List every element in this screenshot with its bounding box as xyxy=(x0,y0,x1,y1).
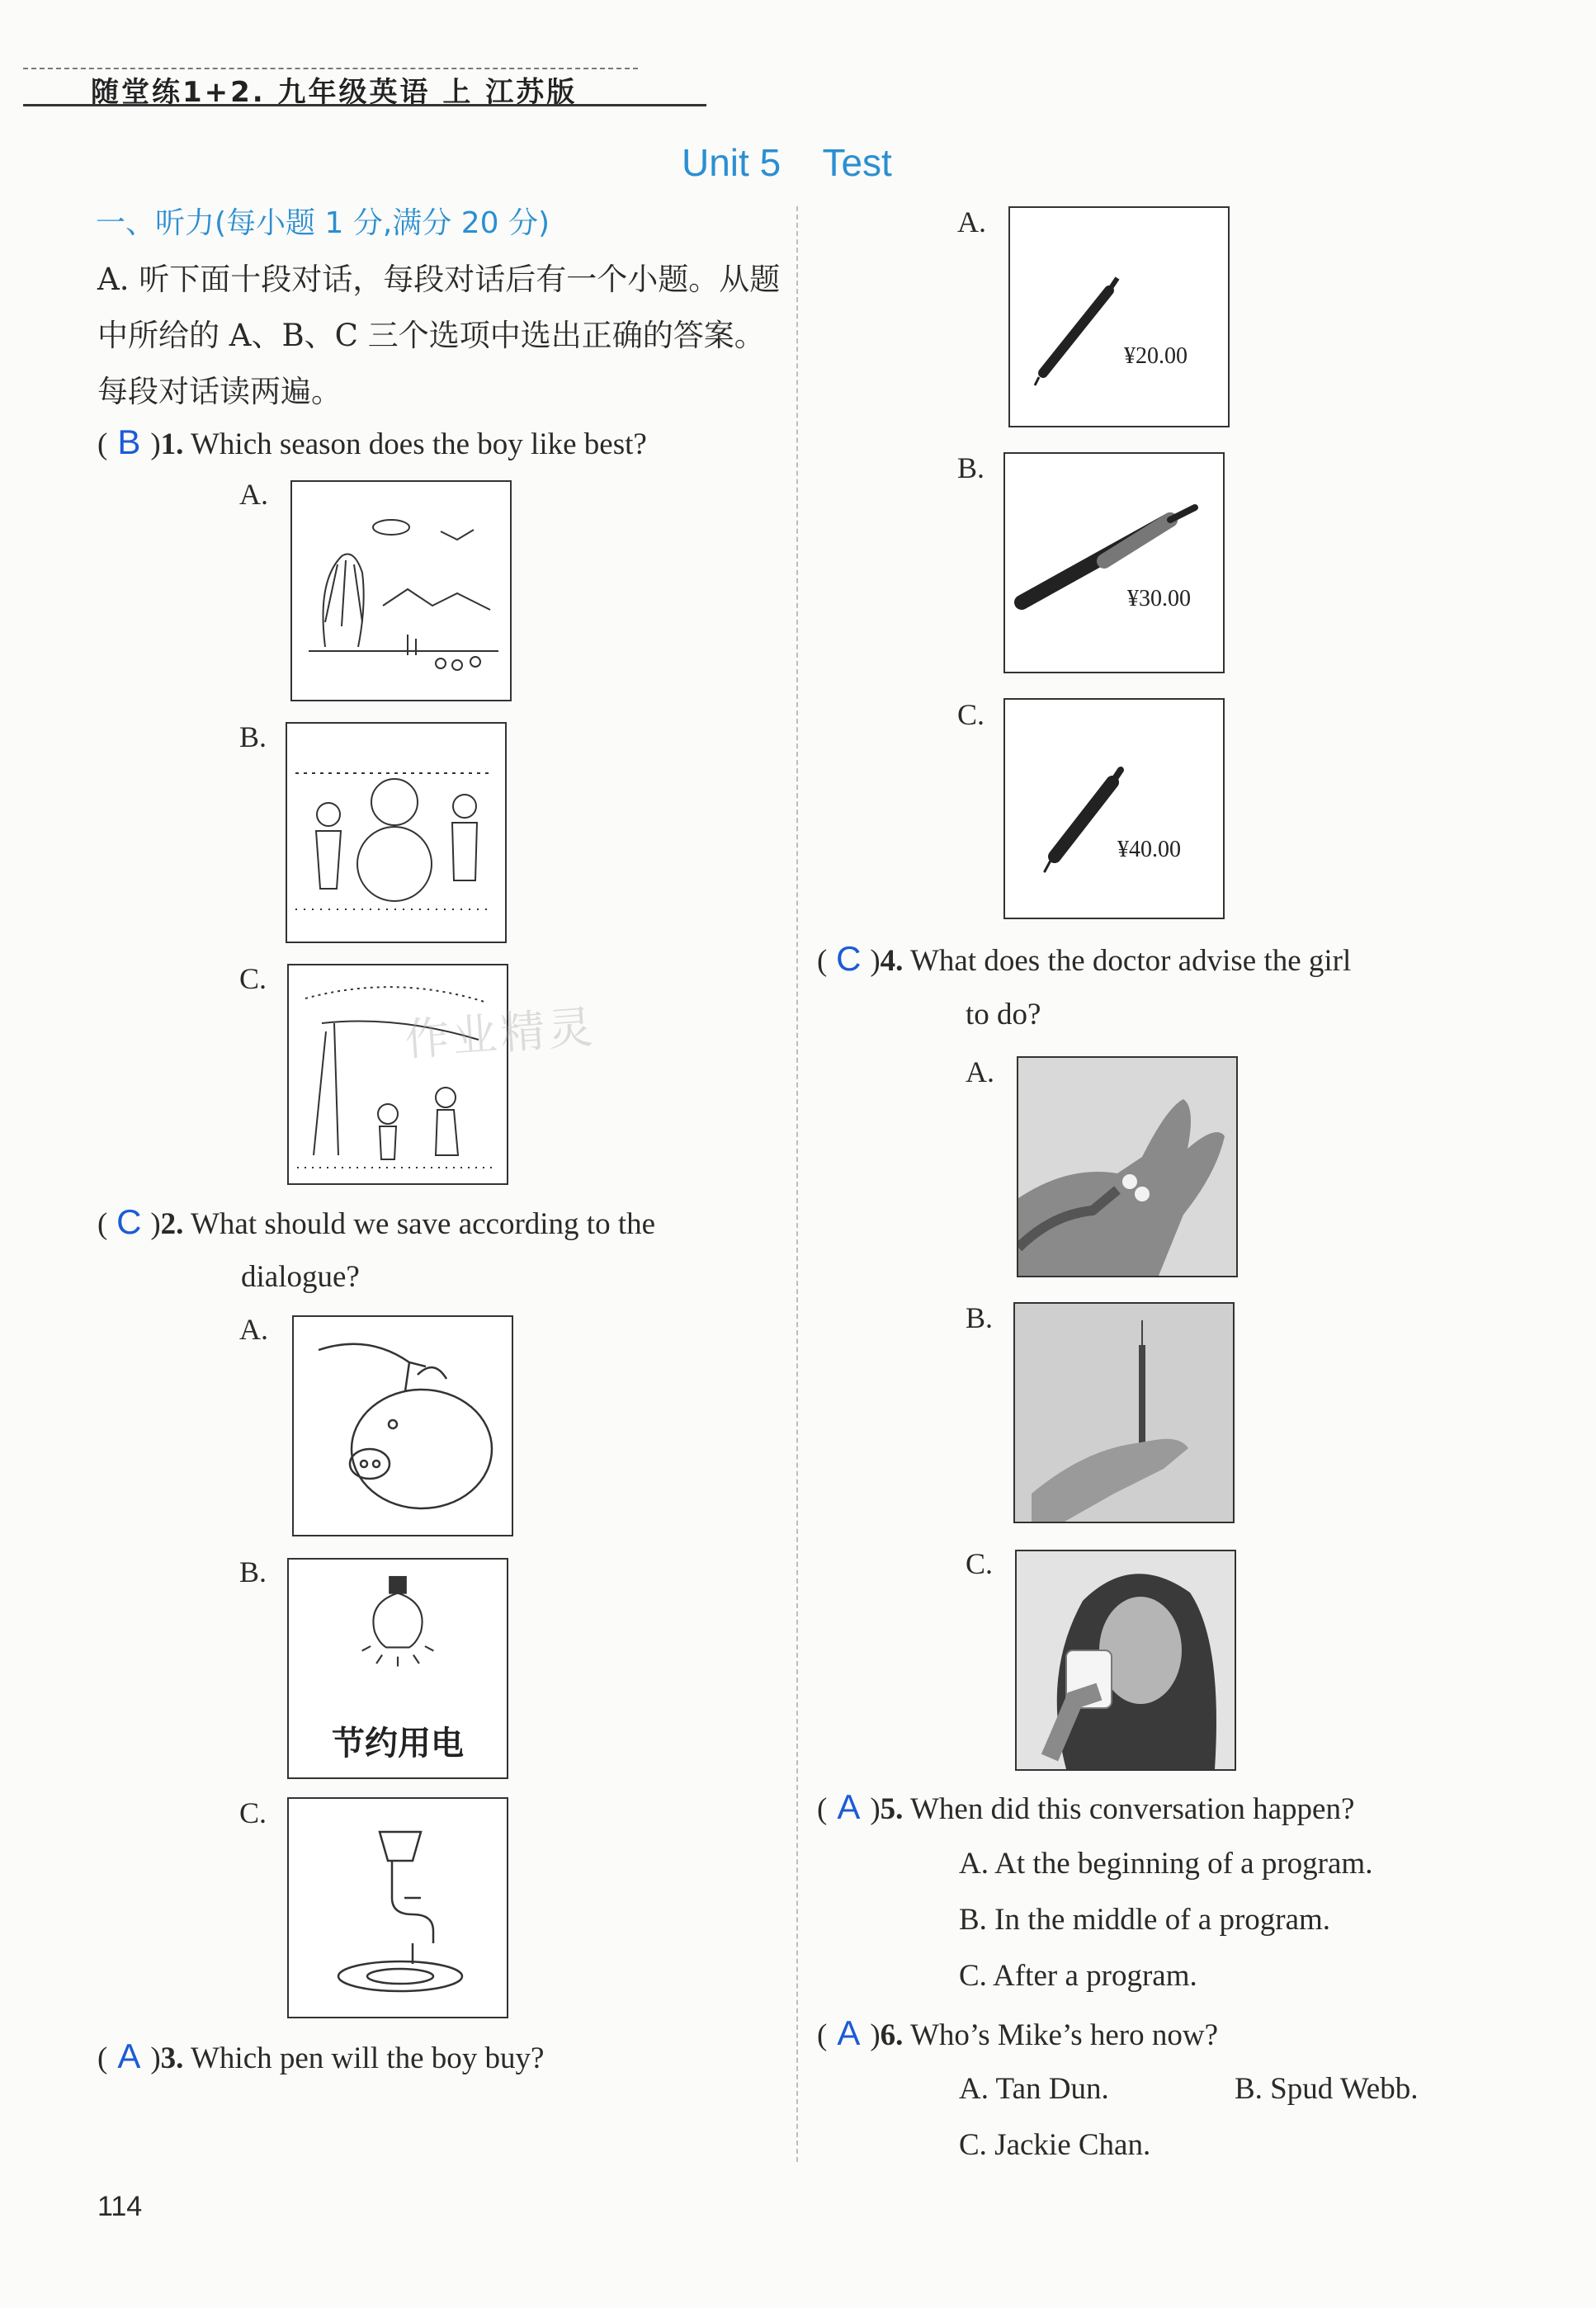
watermark: 作业精灵 xyxy=(403,1000,598,1067)
question-number: 6. xyxy=(880,2018,904,2052)
question-text: Which season does the boy like best? xyxy=(191,427,647,461)
question-5: ( A )5. When did this conversation happen? xyxy=(817,1779,1354,1838)
column-divider xyxy=(796,206,798,2162)
answer-mark: A xyxy=(117,2037,141,2075)
water-tap-icon xyxy=(287,1797,508,2018)
piggy-bank-icon xyxy=(292,1315,513,1536)
question-number: 5. xyxy=(880,1792,904,1826)
price-label: ¥20.00 xyxy=(1124,343,1188,369)
question-number: 2. xyxy=(160,1207,184,1241)
option-label: A. xyxy=(239,1313,268,1346)
option-label: B. xyxy=(239,720,267,753)
question-text: What should we save according to the xyxy=(191,1207,656,1241)
option-label: A. xyxy=(239,478,268,511)
choice-b: B. Spud Webb. xyxy=(1235,2072,1419,2106)
answer-mark: B xyxy=(117,422,141,461)
question-3: ( A )3. Which pen will the boy buy? xyxy=(97,2028,544,2087)
question-number: 3. xyxy=(160,2041,184,2075)
injection-icon xyxy=(1013,1302,1235,1523)
option-label: B. xyxy=(957,451,985,484)
autumn-scene-icon xyxy=(287,964,508,1185)
price-label: ¥30.00 xyxy=(1127,586,1191,611)
drinking-water-icon xyxy=(1015,1550,1236,1771)
question-4: ( C )4. What does the doctor advise the girl xyxy=(817,931,1351,989)
option-label: B. xyxy=(239,1555,267,1588)
option-label: C. xyxy=(957,698,985,731)
pen-icon xyxy=(1003,452,1225,673)
pen-icon xyxy=(1003,698,1225,919)
question-text: When did this conversation happen? xyxy=(910,1792,1355,1826)
section-title: 一、听力(每小题 1 分,满分 20 分) xyxy=(96,206,550,240)
choice-c: C. After a program. xyxy=(959,1959,1197,1993)
question-text: What does the doctor advise the girl xyxy=(910,944,1352,978)
option-label: C. xyxy=(966,1547,994,1580)
answer-mark: C xyxy=(836,939,862,978)
option-label: C. xyxy=(239,1796,267,1829)
question-number: 1. xyxy=(160,427,184,461)
answer-mark: A xyxy=(837,2013,861,2052)
book-title: 随堂练1+2. 九年级英语 上 江苏版 xyxy=(91,76,578,109)
option-label: A. xyxy=(957,205,986,238)
question-number: 4. xyxy=(880,944,904,978)
question-2: ( C )2. What should we save according to the xyxy=(97,1194,655,1253)
option-label: A. xyxy=(966,1055,994,1088)
choice-a: A. Tan Dun. xyxy=(959,2072,1109,2106)
choice-a: A. At the beginning of a program. xyxy=(959,1847,1373,1881)
choice-b: B. In the middle of a program. xyxy=(959,1903,1331,1937)
unit-title: Unit 5 Test xyxy=(682,141,892,184)
question-4-continued: to do? xyxy=(966,998,1041,1031)
answer-mark: A xyxy=(837,1787,861,1826)
spring-scene-icon xyxy=(290,480,512,701)
instructions: A. 听下面十段对话，每段对话后有一个小题。从题中所给的 A、B、C 三个选项中选出正确的答案。每段对话读两遍。 xyxy=(97,262,781,409)
question-1: ( B )1. Which season does the boy like best? xyxy=(97,414,647,473)
light-bulb-icon xyxy=(287,1558,508,1779)
page-number: 114 xyxy=(97,2191,143,2222)
header-rule xyxy=(23,104,706,106)
price-label: ¥40.00 xyxy=(1117,837,1181,862)
option-label: C. xyxy=(239,962,267,995)
question-text: Which pen will the boy buy? xyxy=(191,2041,545,2075)
option-label: B. xyxy=(966,1301,994,1334)
winter-snowman-icon xyxy=(286,722,507,943)
pen-icon xyxy=(1008,206,1230,427)
choice-c: C. Jackie Chan. xyxy=(959,2128,1151,2162)
question-2-continued: dialogue? xyxy=(241,1260,360,1294)
question-6: ( A )6. Who’s Mike’s hero now? xyxy=(817,2005,1218,2064)
question-text: Who’s Mike’s hero now? xyxy=(910,2018,1219,2052)
save-electricity-caption: 节约用电 xyxy=(332,1725,464,1763)
pills-hand-icon xyxy=(1017,1056,1238,1277)
answer-mark: C xyxy=(116,1202,142,1241)
